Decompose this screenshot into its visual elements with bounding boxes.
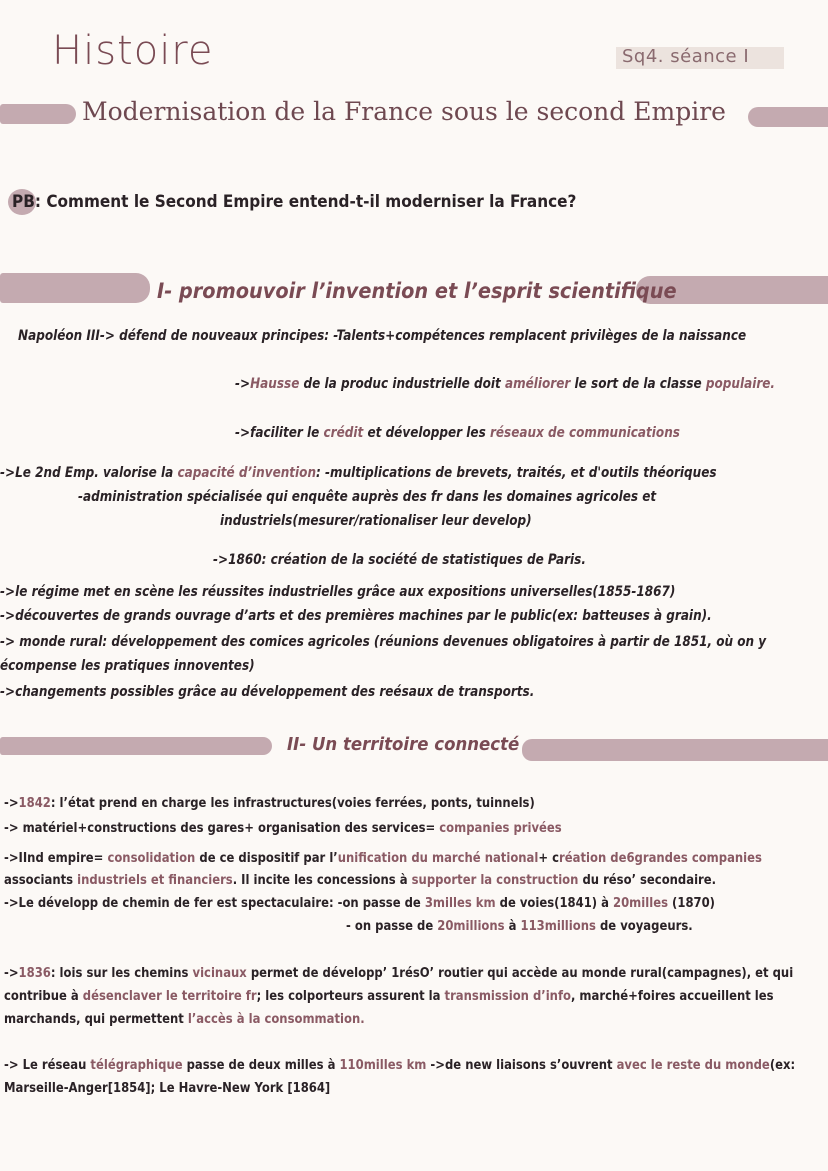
brush-stroke-s2-right [522,739,828,761]
seance-label: Sq4. séance I [622,46,750,67]
s1-line-5: -administration spécialisée qui enquête auprès des fr dans les domaines agricoles et [78,489,657,505]
pb-label: PB [12,192,35,212]
s2-line-5: ->Le développ de chemin de fer est spectaculaire: -on passe de 3milles km de voies(1841) à 20milles (1870) [4,895,715,911]
problematique [12,192,576,212]
s2-line-8: contribue à désenclaver le territoire fr; les colporteurs assurent la transmission d’info, marché+foires accueillent les [4,988,774,1004]
brush-stroke-right [748,107,828,127]
section2-title: II- Un territoire connecté [287,734,520,755]
s1-line-9: ->découvertes de grands ouvrage d’arts et des premières machines par le public(ex: batteuses à grain). [0,608,712,624]
s1-line-3: ->faciliter le crédit et développer les réseaux de communications [235,425,680,441]
s1-line-6: industriels(mesurer/rationaliser leur develop) [220,513,532,529]
s1-line-8: ->le régime met en scène les réussites industrielles grâce aux expositions universelles(1855-1867) [0,584,676,600]
s1-line-12: ->changements possibles grâce au développement des reésaux de transports. [0,684,535,700]
s1-line-11: écompense les pratiques innoventes) [0,658,255,674]
section1-title: I- promouvoir l’invention et l’esprit scientifique [157,279,677,303]
s2-line-10: -> Le réseau télégraphique passe de deux milles à 110milles km ->de new liaisons s’ouvrent avec le reste du monde(ex: [4,1057,796,1073]
brush-stroke-left [0,104,76,124]
s1-line-2: ->Hausse de la produc industrielle doit améliorer le sort de la classe populaire. [235,376,775,392]
brush-stroke-s2-left [0,737,272,755]
s2-line-2: -> matériel+constructions des gares+ organisation des services= companies privées [4,820,562,836]
s1-line-4: ->Le 2nd Emp. valorise la capacité d’invention: -multiplications de brevets, traités, et d'outils théoriques [0,465,717,481]
s2-line-4: associants industriels et financiers. Il incite les concessions à supporter la construction du réso’ secondaire. [4,872,717,888]
page-title: Histoire [52,28,214,74]
s2-line-6: - on passe de 20millions à 113millions de voyageurs. [346,918,693,934]
s1-line-10: -> monde rural: développement des comices agricoles (réunions devenues obligatoires à partir de 1851, où on y [0,634,767,650]
s2-line-11: Marseille-Anger[1854]; Le Havre-New York [1864] [4,1080,331,1096]
s2-line-1: ->1842: l’état prend en charge les infrastructures(voies ferrées, ponts, tuinnels) [4,795,535,811]
pb-text: : Comment le Second Empire entend-t-il moderniser la France? [34,192,577,212]
s1-line-7: ->1860: création de la société de statistiques de Paris. [213,552,586,568]
s2-line-7: ->1836: lois sur les chemins vicinaux permet de développ’ 1résO’ routier qui accède au monde rural(campagnes), et qui [4,965,794,981]
brush-stroke-s1-left [0,273,150,303]
subtitle: Modernisation de la France sous le second Empire [82,97,726,126]
s1-line-1: Napoléon III-> défend de nouveaux principes: -Talents+compétences remplacent privilèges de la naissance [18,328,747,344]
s2-line-9: marchands, qui permettent l’accès à la consommation. [4,1011,365,1027]
s2-line-3: ->IInd empire= consolidation de ce dispositif par l’unification du marché national+ création de6grandes companies [4,850,762,866]
